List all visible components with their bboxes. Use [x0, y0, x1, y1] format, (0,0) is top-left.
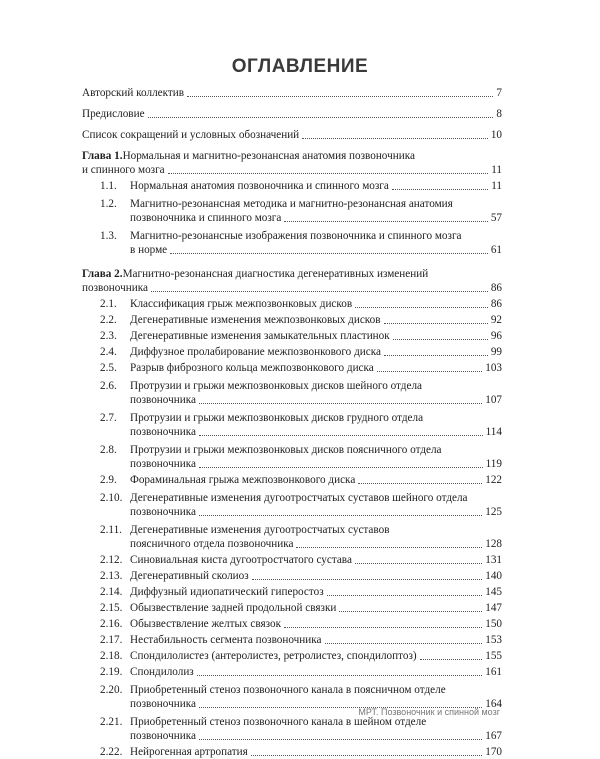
- page-number: 125: [485, 506, 502, 518]
- dot-leader: [393, 339, 488, 340]
- toc-entry-text: Нейрогенная артропатия: [130, 746, 248, 758]
- page-number: 114: [485, 426, 502, 438]
- section-number: 2.7.: [100, 412, 117, 424]
- toc-entry-text: Магнитно-резонансные изображения позвоночника и спинного мозга: [130, 230, 462, 242]
- dot-leader: [355, 563, 482, 564]
- toc-entry-text: позвоночника: [130, 458, 196, 470]
- toc-entry-text: позвоночника: [82, 282, 148, 294]
- dot-leader: [355, 307, 488, 308]
- toc-entry-text: в норме: [130, 244, 168, 256]
- toc-subentry: [82, 211, 502, 225]
- page-number: 96: [490, 330, 502, 342]
- chapter-label: Глава 2.: [82, 268, 123, 280]
- section-number: 2.11.: [100, 524, 122, 536]
- dot-leader: [151, 291, 488, 292]
- section-number: 2.13.: [100, 570, 123, 582]
- dot-leader: [199, 739, 482, 740]
- table-of-contents: [82, 84, 502, 759]
- dot-leader: [199, 403, 482, 404]
- toc-subentry: [82, 553, 502, 567]
- section-number: 2.12.: [100, 554, 123, 566]
- dot-leader: [296, 547, 482, 548]
- toc-subentry: [82, 329, 502, 343]
- page-number: 155: [485, 650, 502, 662]
- section-number: 2.1.: [100, 298, 117, 310]
- toc-entry-text: Нестабильность сегмента позвоночника: [130, 634, 322, 646]
- page-number: 11: [491, 180, 502, 192]
- toc-entry-text: Диффузное пролабирование межпозвонкового диска: [130, 346, 381, 358]
- toc-entry-text: Дегенеративные изменения дугоотростчатых суставов: [130, 524, 390, 536]
- dot-leader: [327, 595, 483, 596]
- toc-entry-text: Фораминальная грыжа межпозвонкового диска: [130, 474, 356, 486]
- chapter-heading: [82, 149, 502, 163]
- dot-leader: [251, 755, 482, 756]
- toc-entry-text: Дегенеративные изменения дугоотростчатых суставов шейного отдела: [130, 492, 468, 504]
- page-number: 11: [491, 164, 502, 176]
- dot-leader: [384, 355, 488, 356]
- toc-entry-text: Приобретенный стеноз позвоночного канала в поясничном отделе: [130, 684, 446, 696]
- toc-entry-text: Нормальная анатомия позвоночника и спинного мозга: [130, 180, 389, 192]
- dot-leader: [252, 579, 483, 580]
- section-number: 2.21.: [100, 716, 123, 728]
- dot-leader: [199, 515, 482, 516]
- dot-leader: [420, 659, 483, 660]
- page-number: 61: [490, 244, 502, 256]
- page-number: 119: [485, 458, 502, 470]
- page-number: 170: [485, 746, 502, 758]
- dot-leader: [197, 675, 482, 676]
- page-number: 161: [485, 666, 502, 678]
- toc-entry: [82, 128, 502, 142]
- toc-entry-text: позвоночника: [130, 730, 196, 742]
- toc-subentry: [82, 617, 502, 631]
- chapter-heading-cont: [82, 281, 502, 295]
- toc-subentry: [82, 457, 502, 471]
- section-number: 2.14.: [100, 586, 123, 598]
- toc-subentry: [82, 393, 502, 407]
- section-number: 2.6.: [100, 380, 117, 392]
- chapter-heading: [82, 267, 502, 281]
- section-number: 2.19.: [100, 666, 123, 678]
- toc-entry: [82, 86, 502, 100]
- page-number: 128: [485, 538, 502, 550]
- toc-entry-text: Дегенеративные изменения замыкательных пластинок: [130, 330, 390, 342]
- dot-leader: [384, 323, 488, 324]
- toc-entry-text: позвоночника: [130, 394, 196, 406]
- page-number: 99: [490, 346, 502, 358]
- toc-entry-text: позвоночника: [130, 426, 196, 438]
- toc-subentry: [82, 715, 502, 729]
- toc-subentry: [82, 473, 502, 487]
- dot-leader: [284, 627, 482, 628]
- page-number: 7: [496, 87, 502, 99]
- section-number: 2.15.: [100, 602, 123, 614]
- section-number: 2.17.: [100, 634, 123, 646]
- page-title: ОГЛАВЛЕНИЕ: [231, 56, 369, 77]
- section-number: 2.16.: [100, 618, 123, 630]
- page-number: 140: [485, 570, 502, 582]
- dot-leader: [199, 435, 483, 436]
- section-number: 2.2.: [100, 314, 117, 326]
- toc-entry-text: позвоночника: [130, 506, 196, 518]
- toc-subentry: [82, 745, 502, 759]
- section-number: 2.10.: [100, 492, 123, 504]
- toc-subentry: [82, 379, 502, 393]
- toc-entry-text: Дегенеративные изменения межпозвонковых дисков: [130, 314, 381, 326]
- toc-subentry: [82, 537, 502, 551]
- toc-entry-text: Разрыв фиброзного кольца межпозвонкового диска: [130, 362, 374, 374]
- toc-subentry: [82, 243, 502, 257]
- toc-subentry: [82, 443, 502, 457]
- section-number: 2.9.: [100, 474, 117, 486]
- section-number: 1.1.: [100, 180, 117, 192]
- page-number: 131: [485, 554, 502, 566]
- toc-entry-text: Магнитно-резонансная методика и магнитно-резонансная анатомия: [130, 198, 453, 210]
- toc-subentry: [82, 313, 502, 327]
- page-number: 122: [485, 474, 502, 486]
- toc-entry-text: Диффузный идиопатический гиперостоз: [130, 586, 324, 598]
- toc-subentry: [82, 505, 502, 519]
- dot-leader: [377, 371, 482, 372]
- toc-subentry: [82, 361, 502, 375]
- dot-leader: [168, 173, 489, 174]
- toc-entry-text: поясничного отдела позвоночника: [130, 538, 294, 550]
- toc-subentry: [82, 601, 502, 615]
- page-number: 8: [496, 108, 502, 120]
- dot-leader: [284, 221, 487, 222]
- chapter-label: Глава 1.: [82, 150, 123, 162]
- toc-subentry: [82, 345, 502, 359]
- dot-leader: [392, 189, 488, 190]
- toc-subentry: [82, 569, 502, 583]
- page-number: 145: [485, 586, 502, 598]
- toc-subentry: [82, 585, 502, 599]
- section-number: 2.4.: [100, 346, 117, 358]
- toc-subentry: [82, 729, 502, 743]
- toc-subentry: [82, 229, 502, 243]
- toc-subentry: [82, 683, 502, 697]
- page-number: 167: [485, 730, 502, 742]
- page-number: 57: [490, 212, 502, 224]
- toc-entry-text: Протрузии и грыжи межпозвонковых дисков поясничного отдела: [130, 444, 442, 456]
- toc-entry-text: Предисловие: [82, 108, 145, 120]
- toc-subentry: [82, 179, 502, 193]
- dot-leader: [199, 467, 483, 468]
- toc-subentry: [82, 197, 502, 211]
- dot-leader: [302, 138, 488, 139]
- toc-subentry: [82, 633, 502, 647]
- section-number: 2.3.: [100, 330, 117, 342]
- page-number: 92: [490, 314, 502, 326]
- dot-leader: [339, 611, 482, 612]
- page-number: 86: [490, 282, 502, 294]
- toc-entry-text: Протрузии и грыжи межпозвонковых дисков грудного отдела: [130, 412, 424, 424]
- toc-entry: [82, 107, 502, 121]
- section-number: 2.20.: [100, 684, 123, 696]
- toc-entry-text: Спондилолиз: [130, 666, 194, 678]
- toc-entry-text: Классификация грыж межпозвонковых дисков: [130, 298, 353, 310]
- toc-entry-text: Дегенеративный сколиоз: [130, 570, 249, 582]
- page-number: 10: [490, 129, 502, 141]
- page-number: 107: [485, 394, 502, 406]
- toc-entry-text: Авторский коллектив: [82, 87, 185, 99]
- chapter-heading-cont: [82, 163, 502, 177]
- page-number: 147: [485, 602, 502, 614]
- page-number: 103: [485, 362, 502, 374]
- toc-subentry: [82, 665, 502, 679]
- section-number: 2.18.: [100, 650, 123, 662]
- toc-subentry: [82, 523, 502, 537]
- toc-entry-text: Обызвествление задней продольной связки: [130, 602, 337, 614]
- chapter-title: Нормальная и магнитно-резонансная анатомия позвоночника: [122, 150, 415, 162]
- toc-entry-text: и спинного мозга: [82, 164, 165, 176]
- page-number: 164: [485, 698, 502, 710]
- page-number: 153: [485, 634, 502, 646]
- toc-subentry: [82, 425, 502, 439]
- toc-entry-text: позвоночника: [130, 698, 196, 710]
- dot-leader: [358, 483, 482, 484]
- toc-entry-text: Протрузии и грыжи межпозвонковых дисков шейного отдела: [130, 380, 423, 392]
- dot-leader: [170, 253, 488, 254]
- toc-subentry: [82, 297, 502, 311]
- toc-entry-text: Список сокращений и условных обозначений: [82, 129, 300, 141]
- section-number: 1.3.: [100, 230, 117, 242]
- page-number: 86: [490, 298, 502, 310]
- toc-entry-text: Обызвествление желтых связок: [130, 618, 281, 630]
- toc-subentry: [82, 649, 502, 663]
- section-number: 1.2.: [100, 198, 117, 210]
- toc-entry-text: Спондилолистез (антеролистез, ретролистез, спондилоптоз): [130, 650, 417, 662]
- section-number: 2.5.: [100, 362, 117, 374]
- section-number: 2.8.: [100, 444, 117, 456]
- section-number: 2.22.: [100, 746, 123, 758]
- toc-entry-text: Приобретенный стеноз позвоночного канала в шейном отделе: [130, 716, 427, 728]
- toc-entry-text: позвоночника и спинного мозга: [130, 212, 282, 224]
- toc-subentry: [82, 411, 502, 425]
- page-number: 150: [485, 618, 502, 630]
- dot-leader: [325, 643, 483, 644]
- dot-leader: [187, 96, 493, 97]
- toc-subentry: [82, 491, 502, 505]
- chapter-title: Магнитно-резонансная диагностика дегенеративных изменений: [122, 268, 429, 280]
- toc-entry-text: Синовиальная киста дугоотростчатого сустава: [130, 554, 352, 566]
- running-footer: МРТ. Позвоночник и спинной мозг: [358, 707, 500, 717]
- dot-leader: [148, 117, 494, 118]
